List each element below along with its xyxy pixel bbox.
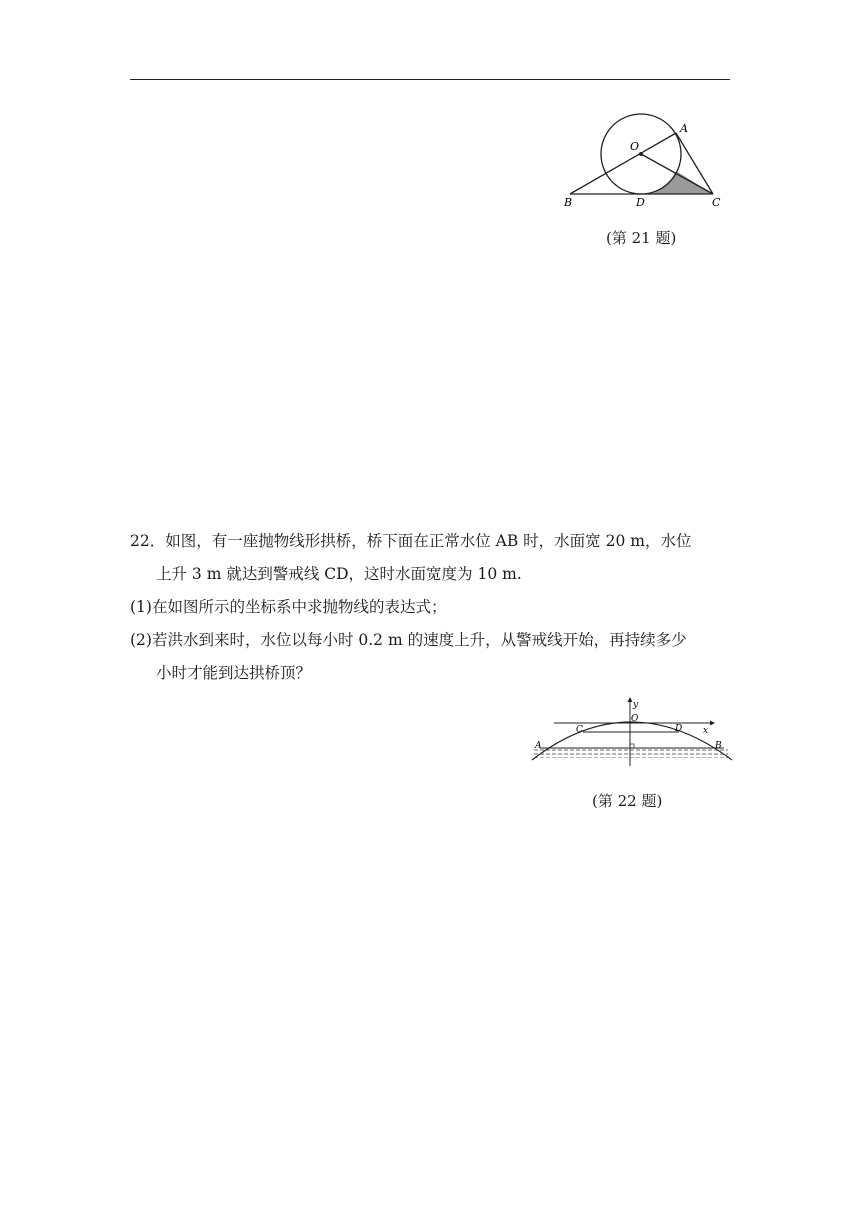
y-arrow bbox=[628, 697, 633, 702]
figure-21 bbox=[560, 112, 730, 212]
label-b: B bbox=[564, 196, 573, 209]
label-x: x bbox=[703, 726, 709, 736]
q22-part-2a: (2)若洪水到来时，水位以每小时 0.2 m 的速度上升，从警戒线开始，再持续多少 bbox=[130, 631, 687, 649]
q22-part-1: (1)在如图所示的坐标系中求抛物线的表达式； bbox=[130, 598, 447, 616]
label-o: O bbox=[631, 714, 639, 724]
label-c: C bbox=[576, 725, 583, 735]
question-22 bbox=[130, 525, 740, 690]
label-y: y bbox=[633, 700, 639, 710]
label-o: O bbox=[630, 140, 640, 153]
label-a: A bbox=[535, 741, 542, 751]
x-arrow bbox=[710, 721, 715, 726]
label-d: D bbox=[636, 196, 645, 209]
label-a: A bbox=[680, 122, 688, 135]
figure-21-caption: (第 21 题) bbox=[606, 229, 677, 247]
q22-line-2: 上升 3 m 就达到警戒线 CD，这时水面宽度为 10 m. bbox=[156, 565, 522, 583]
label-c: C bbox=[712, 196, 721, 209]
q22-part-2b: 小时才能到达拱桥顶？ bbox=[156, 664, 312, 682]
q22-line-1: 22．如图，有一座抛物线形拱桥，桥下面在正常水位 AB 时，水面宽 20 m，水位 bbox=[130, 532, 692, 550]
figure-22-caption: (第 22 题) bbox=[592, 792, 663, 810]
header-rule bbox=[130, 79, 730, 80]
line-ob bbox=[570, 133, 676, 194]
center-dot bbox=[639, 152, 643, 156]
right-angle-mark bbox=[630, 744, 634, 748]
label-b: B bbox=[715, 741, 722, 751]
figure-22 bbox=[528, 696, 738, 766]
water-band bbox=[534, 748, 728, 758]
label-d: D bbox=[675, 724, 683, 734]
